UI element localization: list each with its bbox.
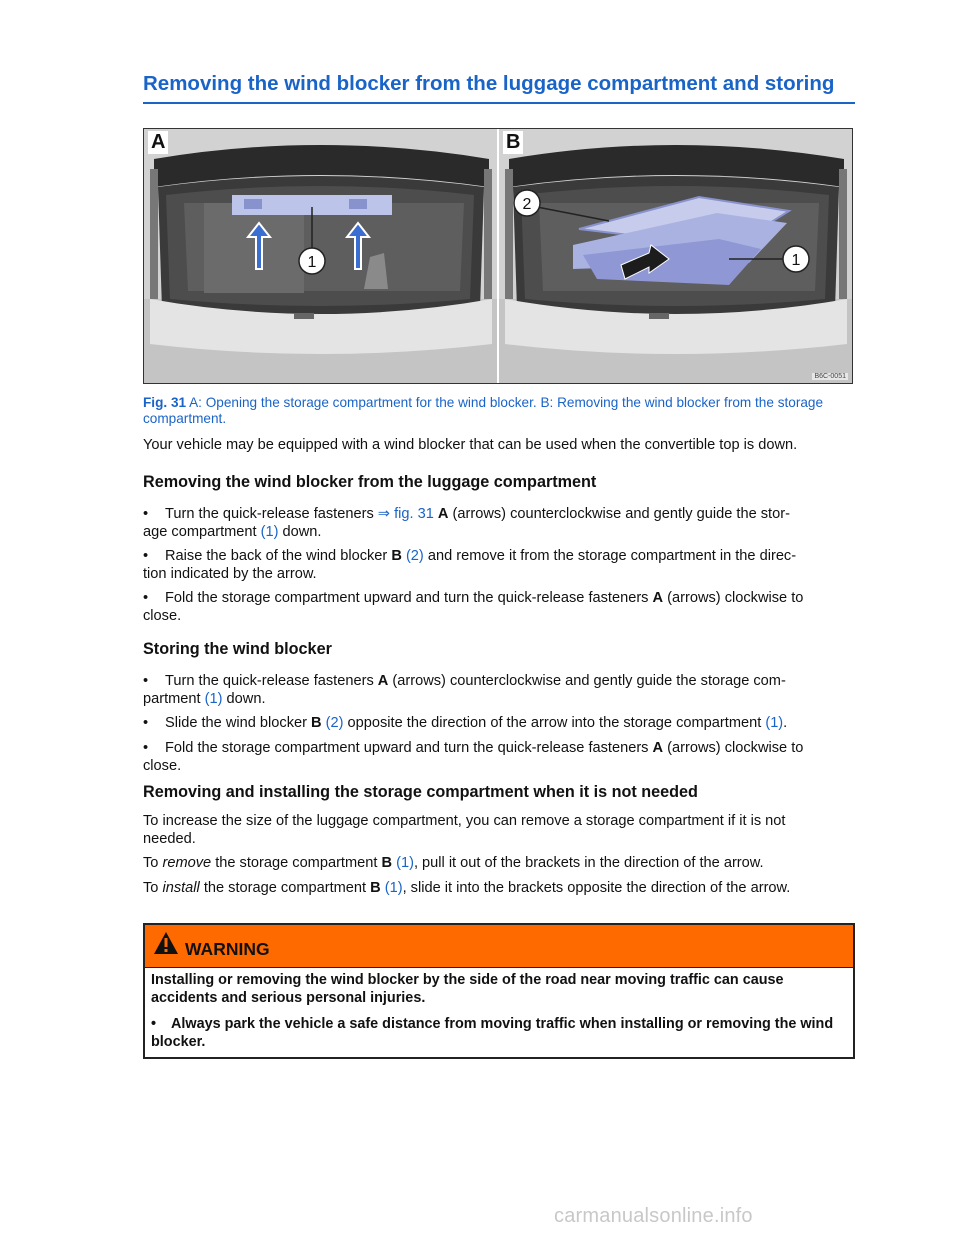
callout-ref: (1)	[765, 715, 784, 731]
bullet-icon: •	[143, 715, 149, 731]
page-title: Removing the wind blocker from the luggage compartment and storing	[143, 72, 855, 104]
figure-caption	[143, 395, 843, 427]
callout-ref: (1)	[396, 855, 414, 871]
list-item: • Fold the storage compartment upward and turn the quick-release fasteners A (arrows) clockwise to close.	[143, 590, 804, 624]
callout-ref: (2)	[325, 715, 344, 731]
panel-label-b: B	[503, 131, 523, 154]
section-heading-removing-installing: Removing and installing the storage compartment when it is not needed	[143, 783, 698, 801]
panel-label-a: A	[148, 131, 168, 154]
list-item: • Fold the storage compartment upward and turn the quick-release fasteners A (arrows) clockwise to close.	[143, 740, 804, 774]
trunk-illustration-a	[144, 129, 497, 383]
figure-link[interactable]: ⇒ fig. 31	[377, 506, 434, 522]
caption-label: Fig. 31	[143, 395, 187, 410]
callout-ref: (1)	[204, 690, 223, 707]
callout-ref: (1)	[384, 880, 403, 896]
warning-header	[145, 925, 853, 968]
paragraph: To increase the size of the luggage compartment, you can remove a storage compartment if it is not needed.	[143, 813, 786, 847]
callout-a-1: 1	[307, 254, 317, 271]
paragraph: To install the storage compartment B (1), slide it into the brackets opposite the direction of the arrow.	[143, 880, 791, 896]
figure-code: B6C-0051	[814, 373, 846, 380]
list-item: • Turn the quick-release fasteners A (arrows) counterclockwise and gently guide the storage com- partment (1) down.	[143, 673, 786, 707]
callout-ref: (1)	[260, 523, 279, 540]
section-heading-storing: Storing the wind blocker	[143, 640, 332, 658]
warning-text: Installing or removing the wind blocker by the side of the road near moving traffic can cause accidents and serious personal injuries.	[151, 972, 784, 1006]
callout-ref: (2)	[405, 548, 424, 564]
list-item: • Turn the quick-release fasteners ⇒ fig. 31 A (arrows) counterclockwise and gently guide the stor- age compartment (1) down.	[143, 506, 790, 540]
intro-paragraph: Your vehicle may be equipped with a wind blocker that can be used when the convertible top is down.	[143, 437, 798, 453]
warning-title: WARNING	[185, 939, 270, 959]
callout-b-1: 1	[791, 252, 801, 269]
trunk-illustration-b	[499, 129, 852, 383]
bullet-icon: •	[143, 740, 149, 756]
section-heading-removing: Removing the wind blocker from the luggage compartment	[143, 473, 597, 491]
list-item: • Raise the back of the wind blocker B (2) and remove it from the storage compartment in the direc- tion indicated by the arrow.	[143, 548, 797, 582]
watermark: carmanualsonline.info	[554, 1205, 753, 1227]
figure-panel-a	[144, 129, 497, 383]
paragraph: To remove the storage compartment B (1), pull it out of the brackets in the direction of the arrow.	[143, 855, 764, 871]
figure-31	[143, 128, 853, 384]
bullet-icon: •	[143, 548, 149, 564]
warning-bullet: • Always park the vehicle a safe distance from moving traffic when installing or removing the wind blocker.	[151, 1016, 834, 1050]
bullet-icon: •	[143, 506, 149, 522]
warning-triangle-icon	[153, 931, 179, 955]
list-item: • Slide the wind blocker B (2) opposite the direction of the arrow into the storage compartment (1).	[143, 715, 788, 731]
bullet-icon: •	[143, 673, 149, 689]
bullet-icon: •	[151, 1016, 157, 1032]
caption-text: A: Opening the storage compartment for the wind blocker. B: Removing the wind blocker from the storage compartment.	[143, 395, 824, 426]
warning-body	[145, 968, 853, 1057]
figure-panel-b	[499, 129, 852, 383]
callout-b-2: 2	[522, 196, 532, 213]
bullet-icon: •	[143, 590, 149, 606]
warning-box	[143, 923, 855, 1059]
